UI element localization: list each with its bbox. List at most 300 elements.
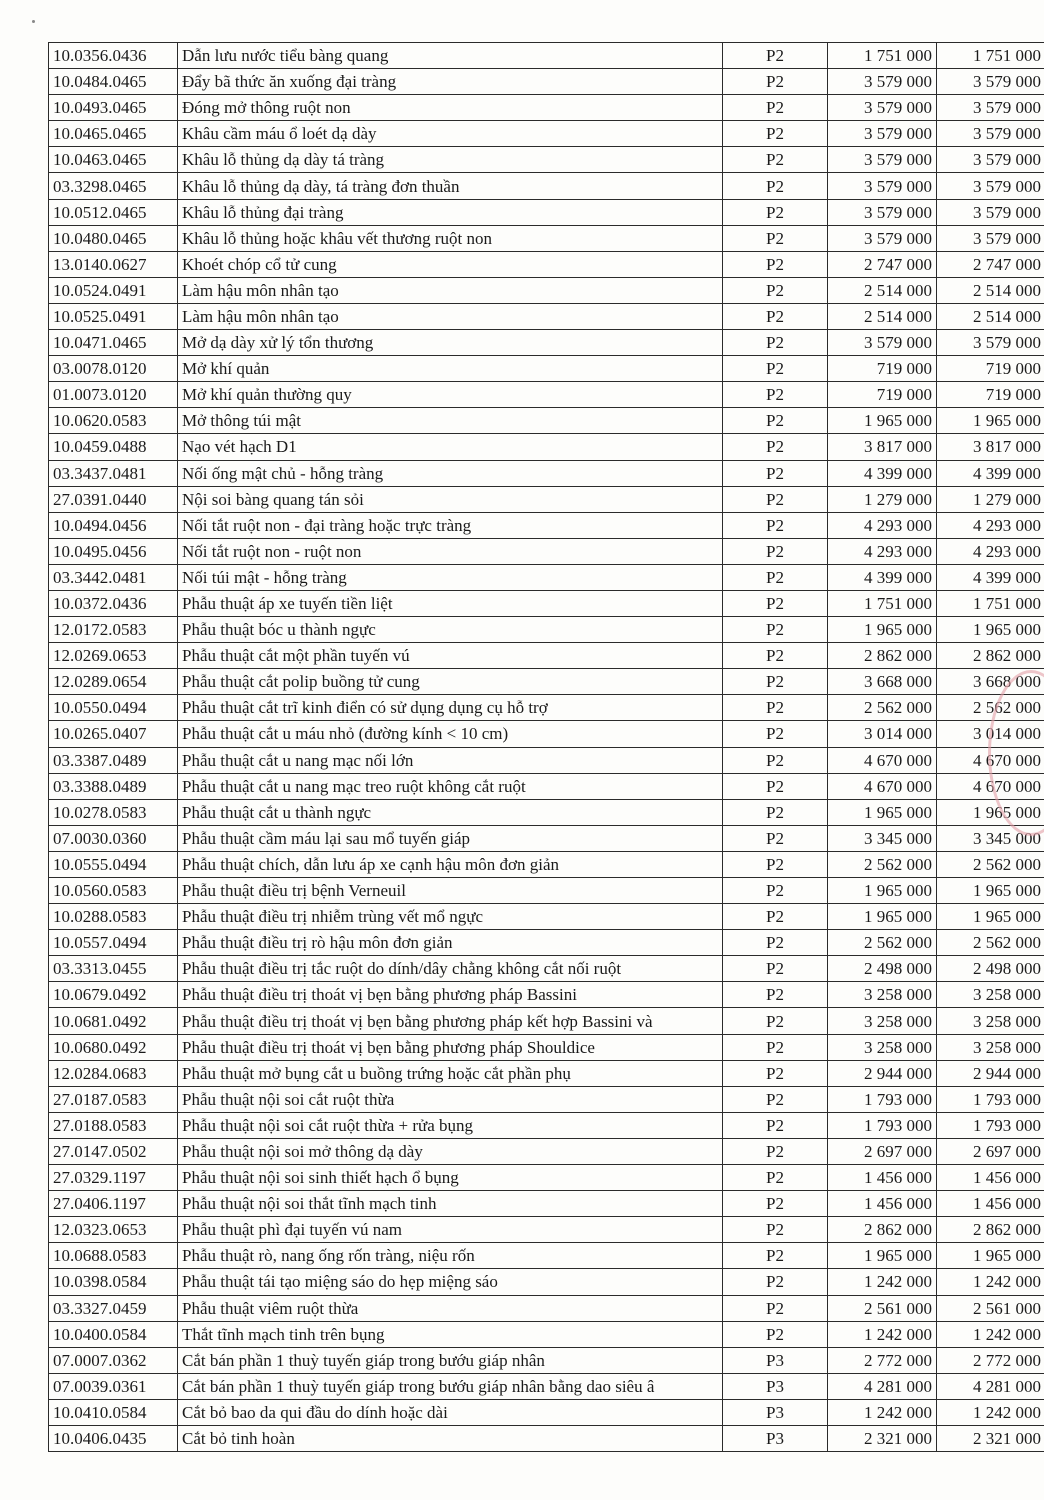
price-table xyxy=(48,42,1044,1452)
table-row xyxy=(49,277,1044,303)
service-code-cell: 10.0484.0465 xyxy=(49,69,178,95)
table-row xyxy=(49,1295,1044,1321)
grade-cell: P2 xyxy=(723,199,828,225)
service-code-cell: 03.3327.0459 xyxy=(49,1295,178,1321)
service-name-cell: Khâu lỗ thủng dạ dày, tá tràng đơn thuần xyxy=(178,173,723,199)
table-row xyxy=(49,251,1044,277)
price-alt-cell: 3 579 000 xyxy=(937,225,1044,251)
price-alt-cell: 3 258 000 xyxy=(937,1034,1044,1060)
table-row xyxy=(49,643,1044,669)
price-alt-cell: 2 772 000 xyxy=(937,1347,1044,1373)
service-name-cell: Phẫu thuật nội soi cắt ruột thừa xyxy=(178,1086,723,1112)
table-row xyxy=(49,590,1044,616)
price-cell: 3 258 000 xyxy=(828,982,937,1008)
service-code-cell: 03.3298.0465 xyxy=(49,173,178,199)
price-cell: 2 862 000 xyxy=(828,643,937,669)
grade-cell: P2 xyxy=(723,1191,828,1217)
service-name-cell: Cắt bỏ tinh hoàn xyxy=(178,1425,723,1451)
service-name-cell: Khoét chóp cổ tử cung xyxy=(178,251,723,277)
table-row xyxy=(49,773,1044,799)
grade-cell: P2 xyxy=(723,851,828,877)
table-row xyxy=(49,1034,1044,1060)
grade-cell: P2 xyxy=(723,1138,828,1164)
table-row xyxy=(49,121,1044,147)
table-row xyxy=(49,1243,1044,1269)
price-cell: 2 562 000 xyxy=(828,695,937,721)
price-cell: 3 579 000 xyxy=(828,121,937,147)
service-name-cell: Nối tắt ruột non - ruột non xyxy=(178,538,723,564)
table-row xyxy=(49,460,1044,486)
price-alt-cell: 2 697 000 xyxy=(937,1138,1044,1164)
service-code-cell: 10.0679.0492 xyxy=(49,982,178,1008)
service-name-cell: Mở dạ dày xử lý tổn thương xyxy=(178,330,723,356)
price-cell: 3 579 000 xyxy=(828,95,937,121)
table-row xyxy=(49,356,1044,382)
grade-cell: P2 xyxy=(723,643,828,669)
service-name-cell: Phẫu thuật cắt u thành ngực xyxy=(178,799,723,825)
table-row xyxy=(49,303,1044,329)
price-alt-cell: 1 456 000 xyxy=(937,1165,1044,1191)
price-cell: 1 965 000 xyxy=(828,408,937,434)
service-name-cell: Phẫu thuật điều trị nhiễm trùng vết mổ ngực xyxy=(178,904,723,930)
service-code-cell: 27.0391.0440 xyxy=(49,486,178,512)
price-cell: 3 579 000 xyxy=(828,173,937,199)
service-name-cell: Nối ống mật chủ - hỗng tràng xyxy=(178,460,723,486)
service-code-cell: 10.0680.0492 xyxy=(49,1034,178,1060)
service-code-cell: 10.0495.0456 xyxy=(49,538,178,564)
price-cell: 2 498 000 xyxy=(828,956,937,982)
service-code-cell: 12.0323.0653 xyxy=(49,1217,178,1243)
price-cell: 1 965 000 xyxy=(828,799,937,825)
service-code-cell: 07.0007.0362 xyxy=(49,1347,178,1373)
price-alt-cell: 2 862 000 xyxy=(937,1217,1044,1243)
service-name-cell: Phẫu thuật điều trị thoát vị bẹn bằng phương pháp Shouldice xyxy=(178,1034,723,1060)
price-alt-cell: 3 014 000 xyxy=(937,721,1044,747)
grade-cell: P2 xyxy=(723,1295,828,1321)
grade-cell: P2 xyxy=(723,147,828,173)
grade-cell: P2 xyxy=(723,538,828,564)
grade-cell: P2 xyxy=(723,225,828,251)
table-row xyxy=(49,147,1044,173)
table-row xyxy=(49,1399,1044,1425)
service-name-cell: Cắt bán phần 1 thuỳ tuyến giáp trong bướu giáp nhân bằng dao siêu â xyxy=(178,1373,723,1399)
table-row xyxy=(49,199,1044,225)
grade-cell: P2 xyxy=(723,277,828,303)
price-alt-cell: 1 751 000 xyxy=(937,590,1044,616)
service-name-cell: Phẫu thuật điều trị thoát vị bẹn bằng phương pháp kết hợp Bassini và xyxy=(178,1008,723,1034)
grade-cell: P2 xyxy=(723,799,828,825)
table-row xyxy=(49,538,1044,564)
service-name-cell: Đóng mở thông ruột non xyxy=(178,95,723,121)
grade-cell: P2 xyxy=(723,330,828,356)
price-alt-cell: 1 242 000 xyxy=(937,1321,1044,1347)
grade-cell: P2 xyxy=(723,669,828,695)
price-cell: 3 258 000 xyxy=(828,1008,937,1034)
service-name-cell: Khâu lỗ thủng dạ dày tá tràng xyxy=(178,147,723,173)
table-row xyxy=(49,1165,1044,1191)
price-alt-cell: 1 242 000 xyxy=(937,1269,1044,1295)
grade-cell: P2 xyxy=(723,486,828,512)
price-cell: 1 965 000 xyxy=(828,1243,937,1269)
price-cell: 1 751 000 xyxy=(828,43,937,69)
price-alt-cell: 3 579 000 xyxy=(937,199,1044,225)
service-name-cell: Nối túi mật - hỗng tràng xyxy=(178,564,723,590)
service-name-cell: Làm hậu môn nhân tạo xyxy=(178,277,723,303)
table-body xyxy=(49,43,1044,1452)
service-code-cell: 10.0681.0492 xyxy=(49,1008,178,1034)
service-code-cell: 27.0329.1197 xyxy=(49,1165,178,1191)
price-alt-cell: 1 751 000 xyxy=(937,43,1044,69)
service-code-cell: 12.0289.0654 xyxy=(49,669,178,695)
scan-mark xyxy=(32,20,35,23)
service-code-cell: 12.0284.0683 xyxy=(49,1060,178,1086)
service-name-cell: Khâu cầm máu ổ loét dạ dày xyxy=(178,121,723,147)
service-code-cell: 10.0406.0435 xyxy=(49,1425,178,1451)
table-row xyxy=(49,825,1044,851)
table-row xyxy=(49,564,1044,590)
price-cell: 3 579 000 xyxy=(828,69,937,95)
price-cell: 1 242 000 xyxy=(828,1321,937,1347)
service-name-cell: Nạo vét hạch D1 xyxy=(178,434,723,460)
grade-cell: P2 xyxy=(723,590,828,616)
table-row xyxy=(49,956,1044,982)
service-code-cell: 03.3388.0489 xyxy=(49,773,178,799)
grade-cell: P2 xyxy=(723,95,828,121)
price-alt-cell: 3 579 000 xyxy=(937,173,1044,199)
price-cell: 1 242 000 xyxy=(828,1269,937,1295)
price-cell: 3 258 000 xyxy=(828,1034,937,1060)
table-row xyxy=(49,904,1044,930)
price-alt-cell: 1 965 000 xyxy=(937,408,1044,434)
service-name-cell: Phẫu thuật chích, dẫn lưu áp xe cạnh hậu môn đơn giản xyxy=(178,851,723,877)
service-code-cell: 10.0493.0465 xyxy=(49,95,178,121)
grade-cell: P3 xyxy=(723,1373,828,1399)
grade-cell: P2 xyxy=(723,904,828,930)
table-row xyxy=(49,173,1044,199)
service-code-cell: 10.0555.0494 xyxy=(49,851,178,877)
table-row xyxy=(49,382,1044,408)
service-code-cell: 10.0494.0456 xyxy=(49,512,178,538)
price-cell: 4 399 000 xyxy=(828,564,937,590)
price-cell: 3 345 000 xyxy=(828,825,937,851)
table-row xyxy=(49,1112,1044,1138)
service-code-cell: 10.0398.0584 xyxy=(49,1269,178,1295)
grade-cell: P2 xyxy=(723,69,828,95)
table-row xyxy=(49,1347,1044,1373)
service-name-cell: Thắt tĩnh mạch tinh trên bụng xyxy=(178,1321,723,1347)
service-name-cell: Phẫu thuật điều trị rò hậu môn đơn giản xyxy=(178,930,723,956)
grade-cell: P2 xyxy=(723,1269,828,1295)
grade-cell: P2 xyxy=(723,878,828,904)
service-code-cell: 10.0400.0584 xyxy=(49,1321,178,1347)
price-alt-cell: 1 965 000 xyxy=(937,799,1044,825)
price-alt-cell: 2 562 000 xyxy=(937,851,1044,877)
service-name-cell: Phẫu thuật điều trị bệnh Verneuil xyxy=(178,878,723,904)
service-name-cell: Phẫu thuật nội soi thắt tĩnh mạch tinh xyxy=(178,1191,723,1217)
price-alt-cell: 2 944 000 xyxy=(937,1060,1044,1086)
table-row xyxy=(49,1086,1044,1112)
service-name-cell: Phẫu thuật bóc u thành ngực xyxy=(178,617,723,643)
grade-cell: P2 xyxy=(723,460,828,486)
table-row xyxy=(49,43,1044,69)
price-cell: 2 561 000 xyxy=(828,1295,937,1321)
service-name-cell: Phẫu thuật điều trị thoát vị bẹn bằng phương pháp Bassini xyxy=(178,982,723,1008)
price-cell: 719 000 xyxy=(828,382,937,408)
service-code-cell: 10.0557.0494 xyxy=(49,930,178,956)
table-row xyxy=(49,799,1044,825)
grade-cell: P2 xyxy=(723,303,828,329)
service-name-cell: Khâu lỗ thủng hoặc khâu vết thương ruột non xyxy=(178,225,723,251)
service-name-cell: Phẫu thuật nội soi cắt ruột thừa + rửa bụng xyxy=(178,1112,723,1138)
service-name-cell: Phẫu thuật viêm ruột thừa xyxy=(178,1295,723,1321)
price-alt-cell: 3 579 000 xyxy=(937,69,1044,95)
service-name-cell: Phẫu thuật cắt u nang mạc treo ruột không cắt ruột xyxy=(178,773,723,799)
price-alt-cell: 1 965 000 xyxy=(937,878,1044,904)
service-code-cell: 03.3387.0489 xyxy=(49,747,178,773)
service-code-cell: 27.0406.1197 xyxy=(49,1191,178,1217)
service-name-cell: Cắt bỏ bao da qui đầu do dính hoặc dài xyxy=(178,1399,723,1425)
table-row xyxy=(49,617,1044,643)
price-cell: 1 242 000 xyxy=(828,1399,937,1425)
table-row xyxy=(49,486,1044,512)
price-alt-cell: 3 579 000 xyxy=(937,330,1044,356)
service-name-cell: Nối tắt ruột non - đại tràng hoặc trực tràng xyxy=(178,512,723,538)
service-name-cell: Phẫu thuật rò, nang ống rốn tràng, niệu rốn xyxy=(178,1243,723,1269)
grade-cell: P2 xyxy=(723,1321,828,1347)
service-code-cell: 10.0480.0465 xyxy=(49,225,178,251)
service-code-cell: 27.0188.0583 xyxy=(49,1112,178,1138)
grade-cell: P2 xyxy=(723,773,828,799)
service-name-cell: Phẫu thuật mở bụng cắt u buồng trứng hoặc cắt phần phụ xyxy=(178,1060,723,1086)
table-row xyxy=(49,669,1044,695)
grade-cell: P2 xyxy=(723,1165,828,1191)
service-code-cell: 10.0372.0436 xyxy=(49,590,178,616)
price-alt-cell: 3 817 000 xyxy=(937,434,1044,460)
price-cell: 1 965 000 xyxy=(828,904,937,930)
service-code-cell: 10.0265.0407 xyxy=(49,721,178,747)
price-alt-cell: 3 345 000 xyxy=(937,825,1044,851)
price-cell: 1 456 000 xyxy=(828,1165,937,1191)
grade-cell: P3 xyxy=(723,1347,828,1373)
table-row xyxy=(49,95,1044,121)
price-alt-cell: 3 668 000 xyxy=(937,669,1044,695)
table-row xyxy=(49,434,1044,460)
price-cell: 2 944 000 xyxy=(828,1060,937,1086)
service-name-cell: Phẫu thuật cắt trĩ kinh điển có sử dụng dụng cụ hỗ trợ xyxy=(178,695,723,721)
price-alt-cell: 4 399 000 xyxy=(937,460,1044,486)
service-name-cell: Phẫu thuật áp xe tuyến tiền liệt xyxy=(178,590,723,616)
price-cell: 2 514 000 xyxy=(828,277,937,303)
grade-cell: P2 xyxy=(723,721,828,747)
price-cell: 2 697 000 xyxy=(828,1138,937,1164)
price-cell: 4 670 000 xyxy=(828,747,937,773)
service-code-cell: 07.0030.0360 xyxy=(49,825,178,851)
service-name-cell: Phẫu thuật phì đại tuyến vú nam xyxy=(178,1217,723,1243)
table-row xyxy=(49,851,1044,877)
table-row xyxy=(49,1217,1044,1243)
table-row xyxy=(49,1191,1044,1217)
grade-cell: P2 xyxy=(723,1217,828,1243)
service-name-cell: Phẫu thuật cắt u máu nhỏ (đường kính < 10 cm) xyxy=(178,721,723,747)
price-cell: 1 965 000 xyxy=(828,617,937,643)
service-name-cell: Cắt bán phần 1 thuỳ tuyến giáp trong bướu giáp nhân xyxy=(178,1347,723,1373)
service-name-cell: Mở khí quản xyxy=(178,356,723,382)
grade-cell: P2 xyxy=(723,564,828,590)
price-cell: 3 817 000 xyxy=(828,434,937,460)
price-alt-cell: 2 562 000 xyxy=(937,930,1044,956)
price-alt-cell: 4 399 000 xyxy=(937,564,1044,590)
price-alt-cell: 2 862 000 xyxy=(937,643,1044,669)
service-code-cell: 03.3442.0481 xyxy=(49,564,178,590)
grade-cell: P2 xyxy=(723,1008,828,1034)
service-code-cell: 07.0039.0361 xyxy=(49,1373,178,1399)
table-row xyxy=(49,747,1044,773)
price-alt-cell: 4 293 000 xyxy=(937,512,1044,538)
service-code-cell: 27.0147.0502 xyxy=(49,1138,178,1164)
grade-cell: P2 xyxy=(723,1112,828,1138)
grade-cell: P2 xyxy=(723,617,828,643)
price-alt-cell: 2 321 000 xyxy=(937,1425,1044,1451)
table-row xyxy=(49,695,1044,721)
table-row xyxy=(49,1269,1044,1295)
service-name-cell: Mở thông túi mật xyxy=(178,408,723,434)
service-code-cell: 03.3313.0455 xyxy=(49,956,178,982)
price-cell: 4 670 000 xyxy=(828,773,937,799)
grade-cell: P2 xyxy=(723,695,828,721)
grade-cell: P2 xyxy=(723,121,828,147)
service-code-cell: 13.0140.0627 xyxy=(49,251,178,277)
grade-cell: P2 xyxy=(723,1060,828,1086)
price-alt-cell: 1 965 000 xyxy=(937,1243,1044,1269)
price-cell: 4 293 000 xyxy=(828,538,937,564)
service-name-cell: Làm hậu môn nhân tạo xyxy=(178,303,723,329)
price-cell: 4 281 000 xyxy=(828,1373,937,1399)
service-name-cell: Phẫu thuật điều trị tắc ruột do dính/dây chằng không cắt nối ruột xyxy=(178,956,723,982)
price-cell: 3 579 000 xyxy=(828,330,937,356)
grade-cell: P2 xyxy=(723,408,828,434)
service-code-cell: 10.0463.0465 xyxy=(49,147,178,173)
grade-cell: P3 xyxy=(723,1425,828,1451)
price-alt-cell: 3 579 000 xyxy=(937,121,1044,147)
grade-cell: P2 xyxy=(723,43,828,69)
price-alt-cell: 2 747 000 xyxy=(937,251,1044,277)
price-alt-cell: 4 281 000 xyxy=(937,1373,1044,1399)
service-name-cell: Phẫu thuật nội soi sinh thiết hạch ổ bụng xyxy=(178,1165,723,1191)
service-code-cell: 01.0073.0120 xyxy=(49,382,178,408)
grade-cell: P2 xyxy=(723,982,828,1008)
price-cell: 1 456 000 xyxy=(828,1191,937,1217)
price-alt-cell: 719 000 xyxy=(937,356,1044,382)
price-cell: 2 862 000 xyxy=(828,1217,937,1243)
price-cell: 1 279 000 xyxy=(828,486,937,512)
price-cell: 719 000 xyxy=(828,356,937,382)
price-alt-cell: 3 579 000 xyxy=(937,147,1044,173)
service-name-cell: Phẫu thuật cầm máu lại sau mổ tuyến giáp xyxy=(178,825,723,851)
service-code-cell: 10.0471.0465 xyxy=(49,330,178,356)
table-row xyxy=(49,408,1044,434)
grade-cell: P2 xyxy=(723,382,828,408)
price-alt-cell: 1 279 000 xyxy=(937,486,1044,512)
price-cell: 2 562 000 xyxy=(828,930,937,956)
service-code-cell: 27.0187.0583 xyxy=(49,1086,178,1112)
price-cell: 3 579 000 xyxy=(828,225,937,251)
service-code-cell: 03.0078.0120 xyxy=(49,356,178,382)
price-cell: 1 965 000 xyxy=(828,878,937,904)
grade-cell: P2 xyxy=(723,825,828,851)
service-code-cell: 10.0620.0583 xyxy=(49,408,178,434)
price-alt-cell: 719 000 xyxy=(937,382,1044,408)
price-alt-cell: 1 242 000 xyxy=(937,1399,1044,1425)
service-code-cell: 10.0550.0494 xyxy=(49,695,178,721)
table-row xyxy=(49,1373,1044,1399)
service-name-cell: Mở khí quản thường quy xyxy=(178,382,723,408)
price-cell: 2 514 000 xyxy=(828,303,937,329)
service-code-cell: 12.0269.0653 xyxy=(49,643,178,669)
price-cell: 3 014 000 xyxy=(828,721,937,747)
service-code-cell: 12.0172.0583 xyxy=(49,617,178,643)
service-code-cell: 10.0356.0436 xyxy=(49,43,178,69)
price-alt-cell: 4 670 000 xyxy=(937,773,1044,799)
service-code-cell: 10.0410.0584 xyxy=(49,1399,178,1425)
price-cell: 4 293 000 xyxy=(828,512,937,538)
service-code-cell: 10.0459.0488 xyxy=(49,434,178,460)
service-code-cell: 10.0525.0491 xyxy=(49,303,178,329)
price-alt-cell: 1 965 000 xyxy=(937,617,1044,643)
grade-cell: P2 xyxy=(723,356,828,382)
service-code-cell: 03.3437.0481 xyxy=(49,460,178,486)
service-code-cell: 10.0288.0583 xyxy=(49,904,178,930)
price-cell: 4 399 000 xyxy=(828,460,937,486)
grade-cell: P2 xyxy=(723,512,828,538)
price-cell: 2 562 000 xyxy=(828,851,937,877)
table-row xyxy=(49,1060,1044,1086)
service-name-cell: Phẫu thuật cắt một phần tuyến vú xyxy=(178,643,723,669)
table-row xyxy=(49,930,1044,956)
grade-cell: P2 xyxy=(723,1086,828,1112)
price-cell: 1 793 000 xyxy=(828,1086,937,1112)
grade-cell: P2 xyxy=(723,1034,828,1060)
price-alt-cell: 2 562 000 xyxy=(937,695,1044,721)
service-name-cell: Đẩy bã thức ăn xuống đại tràng xyxy=(178,69,723,95)
grade-cell: P2 xyxy=(723,930,828,956)
table-row xyxy=(49,878,1044,904)
table-row xyxy=(49,330,1044,356)
price-cell: 2 747 000 xyxy=(828,251,937,277)
grade-cell: P2 xyxy=(723,956,828,982)
table-row xyxy=(49,1425,1044,1451)
price-alt-cell: 1 793 000 xyxy=(937,1112,1044,1138)
price-cell: 3 668 000 xyxy=(828,669,937,695)
service-code-cell: 10.0465.0465 xyxy=(49,121,178,147)
price-alt-cell: 4 293 000 xyxy=(937,538,1044,564)
grade-cell: P2 xyxy=(723,1243,828,1269)
service-name-cell: Phẫu thuật cắt u nang mạc nối lớn xyxy=(178,747,723,773)
table-row xyxy=(49,1138,1044,1164)
service-name-cell: Phẫu thuật cắt polip buồng tử cung xyxy=(178,669,723,695)
price-alt-cell: 1 456 000 xyxy=(937,1191,1044,1217)
grade-cell: P2 xyxy=(723,434,828,460)
table-row xyxy=(49,1321,1044,1347)
price-alt-cell: 4 670 000 xyxy=(937,747,1044,773)
service-code-cell: 10.0688.0583 xyxy=(49,1243,178,1269)
service-code-cell: 10.0560.0583 xyxy=(49,878,178,904)
grade-cell: P2 xyxy=(723,747,828,773)
price-alt-cell: 2 514 000 xyxy=(937,303,1044,329)
price-cell: 1 793 000 xyxy=(828,1112,937,1138)
price-alt-cell: 2 498 000 xyxy=(937,956,1044,982)
service-name-cell: Nội soi bàng quang tán sỏi xyxy=(178,486,723,512)
table-row xyxy=(49,225,1044,251)
